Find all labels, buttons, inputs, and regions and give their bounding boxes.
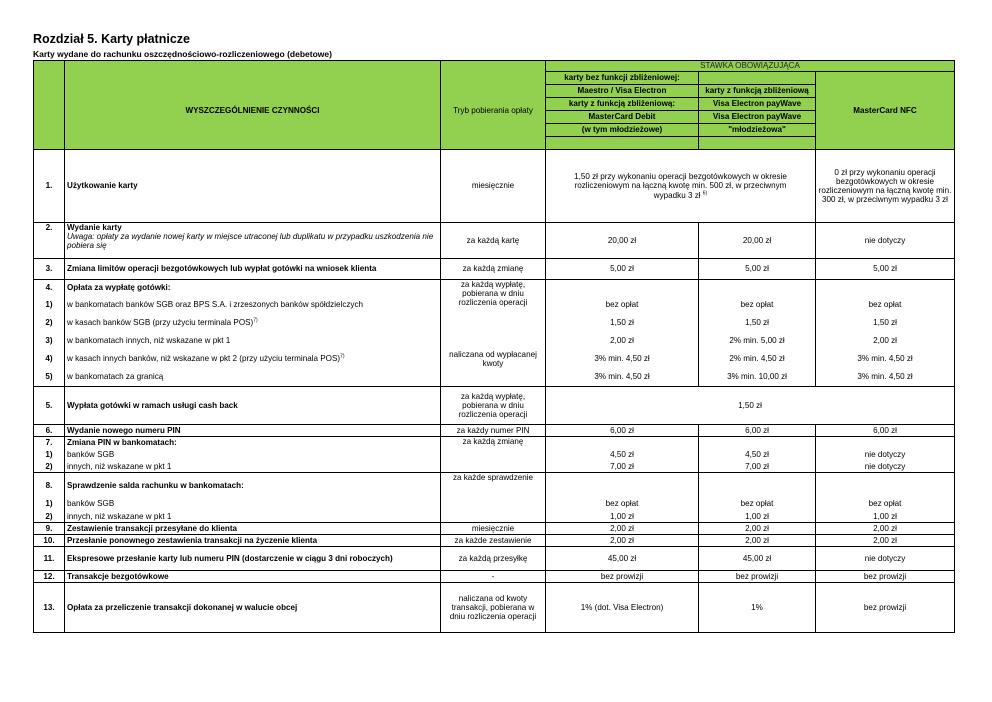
header-num-cell-2 [34, 72, 65, 150]
row6-label: Wydanie nowego numeru PIN [65, 425, 441, 437]
row13-mode: naliczana od kwoty transakcji, pobierana w dniu rozliczenia operacji [441, 583, 546, 633]
row2-v1: 20,00 zł [546, 223, 699, 259]
row4-label: Opłata za wypłatę gotówki: [65, 280, 441, 296]
row7-2-v2: 7,00 zł [699, 461, 816, 473]
row4-4-label: w kasach innych banków, niż wskazane w pkt 2 (przy użyciu terminala POS) [67, 353, 341, 363]
row3-v1: 5,00 zł [546, 259, 699, 280]
row2-label: Wydanie karty [67, 223, 122, 232]
row8-1-label: banków SGB [65, 498, 441, 511]
row8-2-v1: 1,00 zł [546, 511, 699, 523]
row2-num: 2. [34, 223, 65, 259]
row5-label: Wypłata gotówki w ramach usługi cash back [65, 387, 441, 425]
row10-v2: 2,00 zł [699, 535, 816, 547]
row9-num: 9. [34, 523, 65, 535]
row8-2-v2: 1,00 zł [699, 511, 816, 523]
row4-1-num: 1) [34, 296, 65, 314]
row4-5-num: 5) [34, 368, 65, 387]
row2-note: Uwaga: opłaty za wydanie nowej karty w miejsce utraconej lub duplikatu w przypadku uszkodzenia nie pobiera się [67, 232, 434, 251]
row8-1-v3: bez opłat [816, 498, 955, 511]
row9-mode: miesięcznie [441, 523, 546, 535]
header-col1-line5: (w tym młodzieżowe) [546, 124, 698, 137]
header-col1-line3: karty z funkcją zbliżeniową: [546, 98, 698, 111]
row1-mode: miesięcznie [441, 150, 546, 223]
row4-1-v3: bez opłat [816, 296, 955, 314]
row4-4-v1: 3% min. 4,50 zł [546, 350, 699, 368]
row4-4-v2: 2% min. 4,50 zł [699, 350, 816, 368]
row7-num: 7. [34, 437, 65, 449]
header-col2-line4: "młodzieżowa" [699, 124, 815, 137]
row9-v3: 2,00 zł [816, 523, 955, 535]
page-title: Rozdział 5. Karty płatnicze [33, 32, 190, 46]
row3-v2: 5,00 zł [699, 259, 816, 280]
row1-merged-rate [546, 150, 816, 223]
row4-4-v3: 3% min. 4,50 zł [816, 350, 955, 368]
row3-label: Zmiana limitów operacji bezgotówkowych lub wypłat gotówki na wniosek klienta [65, 259, 441, 280]
row13-v1: 1% (dot. Visa Electron) [546, 583, 699, 633]
row2-v2: 20,00 zł [699, 223, 816, 259]
header-col3: MasterCard NFC [816, 72, 955, 150]
row7-2-v1: 7,00 zł [546, 461, 699, 473]
header-rate: STAWKA OBOWIĄZUJĄCA [546, 61, 955, 72]
row4-5-label: w bankomatach za granicą [65, 368, 441, 387]
row9-label: Zestawienie transakcji przesyłane do klienta [65, 523, 441, 535]
row6-v2: 6,00 zł [699, 425, 816, 437]
header-mode: Tryb pobierania opłaty [441, 72, 546, 150]
row4-3-v3: 2,00 zł [816, 332, 955, 350]
row4-2-v2: 1,50 zł [699, 314, 816, 332]
row7-1-num: 1) [34, 449, 65, 461]
row4-4-num: 4) [34, 350, 65, 368]
row11-v3: nie dotyczy [816, 547, 955, 571]
header-activity: WYSZCZEGÓLNIENIE CZYNNOŚCI [65, 72, 441, 150]
header-col1-line1: karty bez funkcji zbliżeniowej: [546, 72, 698, 85]
row7-mode: za każdą zmianę [441, 437, 546, 473]
row4-num: 4. [34, 280, 65, 296]
row10-v1: 2,00 zł [546, 535, 699, 547]
row11-num: 11. [34, 547, 65, 571]
row4-2-num: 2) [34, 314, 65, 332]
row10-v3: 2,00 zł [816, 535, 955, 547]
row4-2-footnote: 7) [253, 317, 258, 324]
row4-5-v2: 3% min. 10,00 zł [699, 368, 816, 387]
row5-mode: za każdą wypłatę, pobierana w dniu rozliczenia operacji [441, 387, 546, 425]
row3-num: 3. [34, 259, 65, 280]
row4-3-v1: 2,00 zł [546, 332, 699, 350]
row11-mode: za każdą przesyłkę [441, 547, 546, 571]
row3-mode: za każdą zmianę [441, 259, 546, 280]
row4-3-label: w bankomatach innych, niż wskazane w pkt 1 [65, 332, 441, 350]
row4-5-v3: 3% min. 4,50 zł [816, 368, 955, 387]
row4-mode-a: za każdą wypłatę, pobierana w dniu rozliczenia operacji [441, 280, 546, 332]
row12-num: 12. [34, 571, 65, 583]
row4-2-v3: 1,50 zł [816, 314, 955, 332]
row5-merged-rate: 1,50 zł [546, 387, 955, 425]
row6-v1: 6,00 zł [546, 425, 699, 437]
row8-1-v1: bez opłat [546, 498, 699, 511]
row4-3-num: 3) [34, 332, 65, 350]
row7-label: Zmiana PIN w bankomatach: [65, 437, 441, 449]
row1-v3: 0 zł przy wykonaniu operacji bezgotówkowych w okresie rozliczeniowym na łączną kwotę min. 300 zł, w przeciwnym wypadku 3 zł [816, 150, 955, 223]
row12-mode: - [441, 571, 546, 583]
row11-v2: 45,00 zł [699, 547, 816, 571]
row10-label: Przesłanie ponownego zestawienia transakcji na życzenie klienta [65, 535, 441, 547]
row4-2-v1: 1,50 zł [546, 314, 699, 332]
header-col2-line1: karty z funkcją zbliżeniową [699, 85, 815, 98]
row7-1-v3: nie dotyczy [816, 449, 955, 461]
row12-label: Transakcje bezgotówkowe [65, 571, 441, 583]
row10-num: 10. [34, 535, 65, 547]
row1-label: Użytkowanie karty [65, 150, 441, 223]
row7-1-v1: 4,50 zł [546, 449, 699, 461]
row3-v3: 5,00 zł [816, 259, 955, 280]
row1-merged-text: 1,50 zł przy wykonaniu operacji bezgotówkowych w okresie rozliczeniowym na łączną kwotę min. 500 zł, w przeciwnym wypadku 3 zł [574, 172, 787, 200]
header-col1-line2: Maestro / Visa Electron [546, 85, 698, 98]
header-col2 [699, 72, 816, 150]
row4-2-label-cell [65, 314, 441, 332]
row8-1-num: 1) [34, 498, 65, 511]
row4-2-label: w kasach banków SGB (przy użyciu terminala POS) [67, 317, 254, 327]
row10-mode: za każde zestawienie [441, 535, 546, 547]
row13-num: 13. [34, 583, 65, 633]
fee-table [33, 60, 955, 633]
row8-2-num: 2) [34, 511, 65, 523]
row9-v1: 2,00 zł [546, 523, 699, 535]
row4-4-label-cell [65, 350, 441, 368]
row2-mode: za każdą kartę [441, 223, 546, 259]
header-col1-line4: MasterCard Debit [546, 111, 698, 124]
row5-num: 5. [34, 387, 65, 425]
row6-v3: 6,00 zł [816, 425, 955, 437]
row11-label: Ekspresowe przesłanie karty lub numeru PIN (dostarczenie w ciągu 3 dni roboczych) [65, 547, 441, 571]
row7-1-label: banków SGB [65, 449, 441, 461]
row12-v2: bez prowizji [699, 571, 816, 583]
row4-1-label: w bankomatach banków SGB oraz BPS S.A. i zrzeszonych banków spółdzielczych [65, 296, 441, 314]
row2-label-cell [65, 223, 441, 259]
row13-v2: 1% [699, 583, 816, 633]
row12-v1: bez prowizji [546, 571, 699, 583]
row6-mode: za każdy numer PIN [441, 425, 546, 437]
row4-5-v1: 3% min. 4,50 zł [546, 368, 699, 387]
header-activity-top [65, 61, 441, 72]
row8-num: 8. [34, 473, 65, 498]
row7-1-v2: 4,50 zł [699, 449, 816, 461]
row4-1-v2: bez opłat [699, 296, 816, 314]
row7-2-v3: nie dotyczy [816, 461, 955, 473]
row11-v1: 45,00 zł [546, 547, 699, 571]
header-col2-line3: Visa Electron payWave [699, 111, 815, 124]
row8-1-v2: bez opłat [699, 498, 816, 511]
row8-mode: za każde sprawdzenie [441, 473, 546, 523]
header-mode-top [441, 61, 546, 72]
row13-label: Opłata za przeliczenie transakcji dokonanej w walucie obcej [65, 583, 441, 633]
row4-1-v1: bez opłat [546, 296, 699, 314]
row8-2-label: innych, niż wskazane w pkt 1 [65, 511, 441, 523]
row1-num: 1. [34, 150, 65, 223]
header-col2-line2: Visa Electron payWave [699, 98, 815, 111]
row12-v3: bez prowizji [816, 571, 955, 583]
row2-v3: nie dotyczy [816, 223, 955, 259]
row9-v2: 2,00 zł [699, 523, 816, 535]
header-num-cell [34, 61, 65, 72]
row13-v3: bez prowizji [816, 583, 955, 633]
row4-mode-b: naliczana od wypłacanej kwoty [441, 350, 546, 387]
row7-2-label: innych, niż wskazane w pkt 1 [65, 461, 441, 473]
row4-3-v2: 2% min. 5,00 zł [699, 332, 816, 350]
header-col1 [546, 72, 699, 150]
row4-4-footnote: 7) [340, 353, 345, 360]
row8-label: Sprawdzenie salda rachunku w bankomatach: [65, 473, 441, 498]
row1-footnote: 6) [702, 189, 708, 196]
row7-2-num: 2) [34, 461, 65, 473]
row6-num: 6. [34, 425, 65, 437]
row8-2-v3: 1,00 zł [816, 511, 955, 523]
page-subtitle: Karty wydane do rachunku oszczędnościowo-rozliczeniowego (debetowe) [33, 49, 332, 59]
